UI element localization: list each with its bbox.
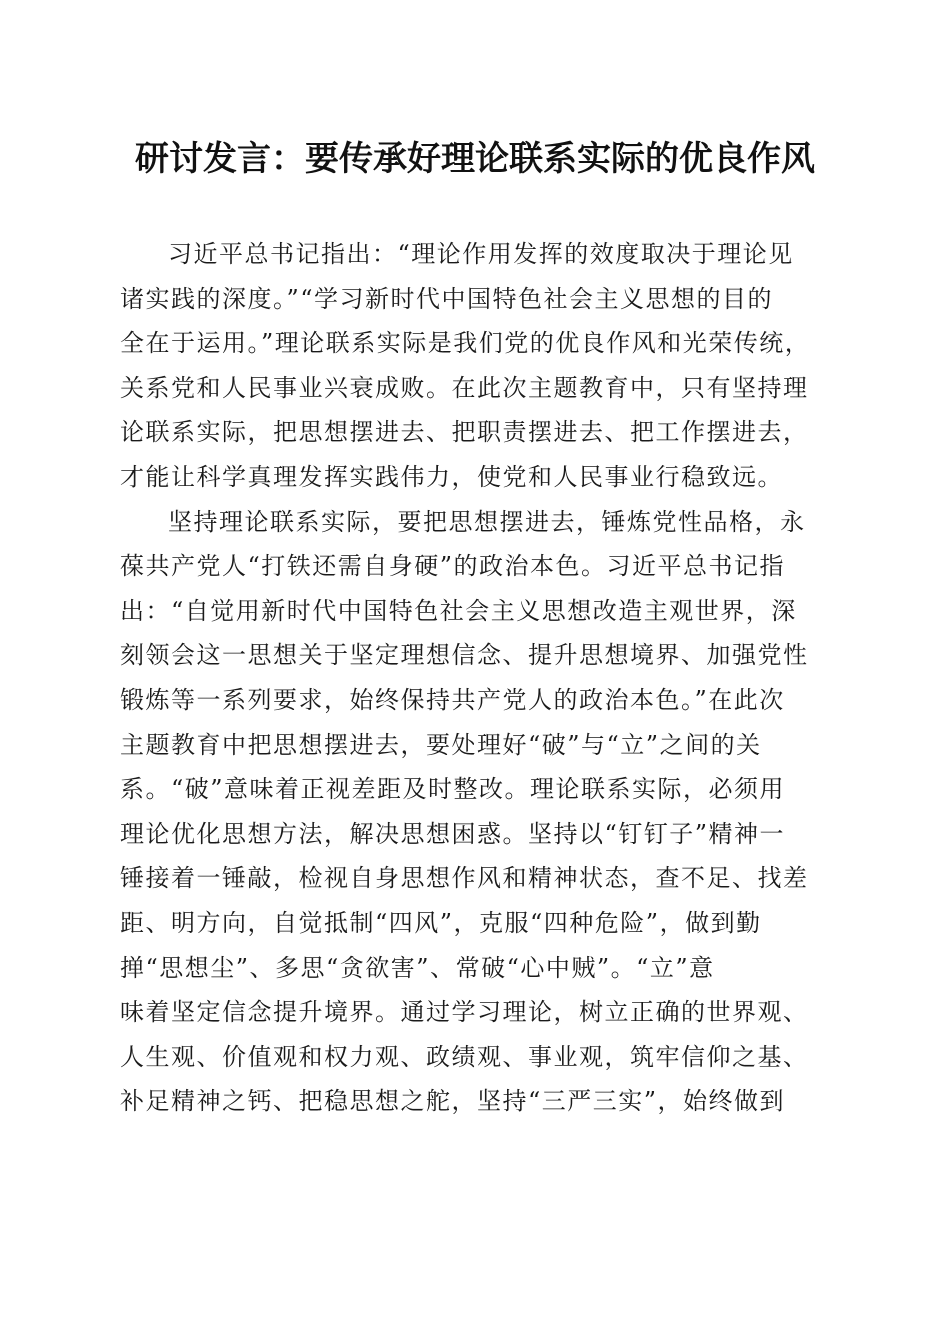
text-line: 补足精神之钙、把稳思想之舵，坚持“三严三实”，始终做到 [120, 1087, 786, 1116]
text-line: 论联系实际，把思想摆进去、把职责摆进去、把工作摆进去， [120, 418, 809, 447]
text-line: 掸“思想尘”、多思“贪欲害”、常破“心中贼”。“立”意 [120, 953, 715, 982]
text-line: 距、明方向，自觉抵制“四风”，克服“四种危险”，做到勤 [120, 908, 762, 937]
text-line: 诸实践的深度。”“学习新时代中国特色社会主义思想的目的 [120, 284, 774, 313]
text-line: 关系党和人民事业兴衰成败。在此次主题教育中，只有坚持理 [120, 373, 809, 402]
text-line: 全在于运用。”理论联系实际是我们党的优良作风和光荣传统， [120, 329, 811, 358]
text-line: 理论优化思想方法，解决思想困惑。坚持以“钉钉子”精神一 [120, 819, 786, 848]
text-line: 葆共产党人“打铁还需自身硬”的政治本色。习近平总书记指 [120, 552, 786, 581]
text-line: 主题教育中把思想摆进去，要处理好“破”与“立”之间的关 [120, 730, 762, 759]
text-line: 刻领会这一思想关于坚定理想信念、提升思想境界、加强党性 [120, 641, 809, 670]
paragraph-2 [120, 500, 840, 1124]
text-line: 出：“自觉用新时代中国特色社会主义思想改造主观世界，深 [120, 596, 797, 625]
text-line: 味着坚定信念提升境界。通过学习理论，树立正确的世界观、 [120, 998, 809, 1027]
text-line: 系。“破”意味着正视差距及时整改。理论联系实际，必须用 [120, 775, 786, 804]
paragraph-1 [120, 232, 840, 500]
text-line: 锻炼等一系列要求，始终保持共产党人的政治本色。”在此次 [120, 685, 785, 714]
text-line: 锤接着一锤敲，检视自身思想作风和精神状态，查不足、找差 [120, 864, 809, 893]
text-line: 坚持理论联系实际，要把思想摆进去，锤炼党性品格，永 [168, 507, 806, 536]
document-body [120, 232, 840, 1124]
text-line: 人生观、价值观和权力观、政绩观、事业观，筑牢信仰之基、 [120, 1042, 809, 1071]
document-title: 研讨发言：要传承好理论联系实际的优良作风 [135, 139, 815, 179]
text-line: 才能让科学真理发挥实践伟力，使党和人民事业行稳致远。 [120, 462, 783, 491]
text-line: 习近平总书记指出：“理论作用发挥的效度取决于理论见 [168, 240, 794, 268]
